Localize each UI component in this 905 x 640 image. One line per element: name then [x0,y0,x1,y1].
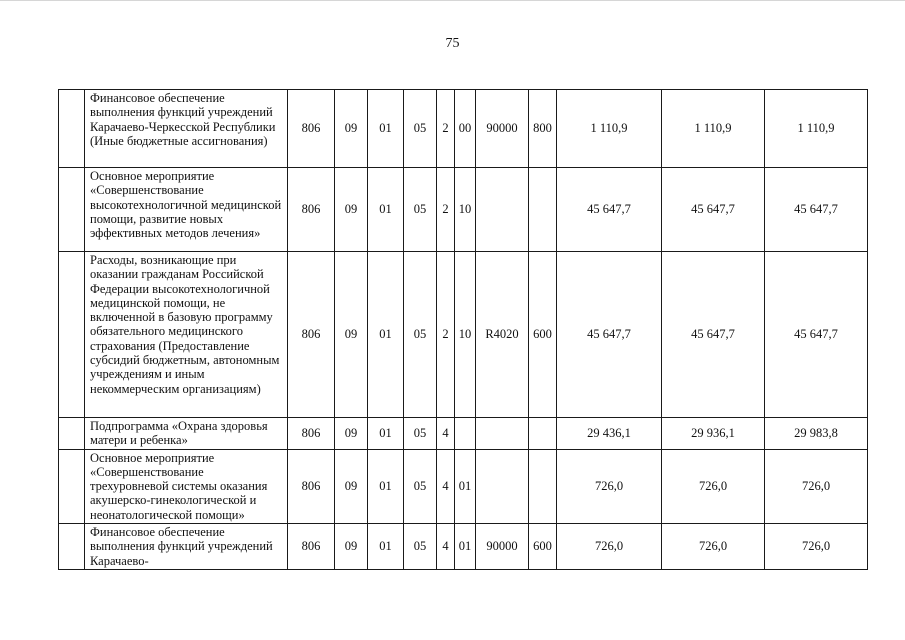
amount-year2-cell: 45 647,7 [662,252,765,418]
blank-cell [59,418,85,450]
amount-year3-cell: 29 983,8 [765,418,868,450]
row-name-cell: Основное мероприятие «Совершенствование трехуровневой системы оказания акушерско-гинекологической и неонатологической помощи» [85,449,288,523]
amount-year2-cell: 726,0 [662,449,765,523]
code-ved-cell: 806 [288,168,335,252]
code-type-cell [529,449,557,523]
code-program-cell: 05 [404,449,437,523]
code-subsection-cell: 01 [368,449,404,523]
code-type-cell: 600 [529,252,557,418]
budget-table [58,89,868,570]
blank-cell [59,524,85,570]
table-body [59,90,868,570]
table-row [59,90,868,168]
code-direction-cell [476,168,529,252]
code-ved-cell: 806 [288,90,335,168]
amount-year2-cell: 726,0 [662,524,765,570]
code-subprogram-cell: 2 [437,252,455,418]
code-program-cell: 05 [404,168,437,252]
table-row [59,168,868,252]
table-row [59,524,868,570]
row-name-cell: Основное мероприятие «Совершенствование высокотехнологичной медицинской помощи, развитие новых эффективных методов лечения» [85,168,288,252]
code-type-cell [529,168,557,252]
code-type-cell: 800 [529,90,557,168]
code-direction-cell: 90000 [476,90,529,168]
blank-cell [59,449,85,523]
code-direction-cell: R4020 [476,252,529,418]
code-type-cell [529,418,557,450]
code-ved-cell: 806 [288,418,335,450]
amount-year2-cell: 45 647,7 [662,168,765,252]
code-section-cell: 09 [335,168,368,252]
amount-year3-cell: 726,0 [765,524,868,570]
code-event-cell: 00 [455,90,476,168]
amount-year1-cell: 45 647,7 [557,252,662,418]
row-name-cell: Подпрограмма «Охрана здоровья матери и ребенка» [85,418,288,450]
code-subprogram-cell: 2 [437,168,455,252]
code-direction-cell [476,449,529,523]
code-subprogram-cell: 4 [437,524,455,570]
code-subprogram-cell: 4 [437,418,455,450]
row-name-cell: Финансовое обеспечение выполнения функций учреждений Карачаево-Черкесской Республики (Иные бюджетные ассигнования) [85,90,288,168]
code-section-cell: 09 [335,90,368,168]
code-program-cell: 05 [404,524,437,570]
code-ved-cell: 806 [288,524,335,570]
amount-year1-cell: 29 436,1 [557,418,662,450]
blank-cell [59,252,85,418]
amount-year3-cell: 45 647,7 [765,168,868,252]
code-direction-cell: 90000 [476,524,529,570]
code-event-cell [455,418,476,450]
table-row [59,418,868,450]
table-row [59,449,868,523]
code-ved-cell: 806 [288,449,335,523]
code-event-cell: 01 [455,449,476,523]
code-subsection-cell: 01 [368,90,404,168]
code-event-cell: 01 [455,524,476,570]
code-program-cell: 05 [404,418,437,450]
row-name-cell: Финансовое обеспечение выполнения функций учреждений Карачаево- [85,524,288,570]
row-name-cell: Расходы, возникающие при оказании гражданам Российской Федерации высокотехнологичной медицинской помощи, не включенной в базовую программу обязательного медицинского страхования (Предоставление субсидий бюджетным, автономным учреждениям и иным некоммерческим организациям) [85,252,288,418]
blank-cell [59,90,85,168]
page-number: 75 [445,36,460,51]
code-type-cell: 600 [529,524,557,570]
code-subprogram-cell: 4 [437,449,455,523]
code-section-cell: 09 [335,524,368,570]
amount-year3-cell: 1 110,9 [765,90,868,168]
amount-year2-cell: 1 110,9 [662,90,765,168]
code-event-cell: 10 [455,252,476,418]
amount-year1-cell: 726,0 [557,524,662,570]
amount-year3-cell: 45 647,7 [765,252,868,418]
code-direction-cell [476,418,529,450]
amount-year2-cell: 29 936,1 [662,418,765,450]
code-ved-cell: 806 [288,252,335,418]
amount-year1-cell: 726,0 [557,449,662,523]
amount-year1-cell: 1 110,9 [557,90,662,168]
code-subprogram-cell: 2 [437,90,455,168]
code-program-cell: 05 [404,252,437,418]
code-subsection-cell: 01 [368,252,404,418]
blank-cell [59,168,85,252]
code-event-cell: 10 [455,168,476,252]
code-section-cell: 09 [335,418,368,450]
table-row [59,252,868,418]
code-subsection-cell: 01 [368,418,404,450]
top-edge-line [0,0,905,1]
code-subsection-cell: 01 [368,524,404,570]
code-program-cell: 05 [404,90,437,168]
amount-year1-cell: 45 647,7 [557,168,662,252]
code-section-cell: 09 [335,252,368,418]
code-subsection-cell: 01 [368,168,404,252]
amount-year3-cell: 726,0 [765,449,868,523]
code-section-cell: 09 [335,449,368,523]
